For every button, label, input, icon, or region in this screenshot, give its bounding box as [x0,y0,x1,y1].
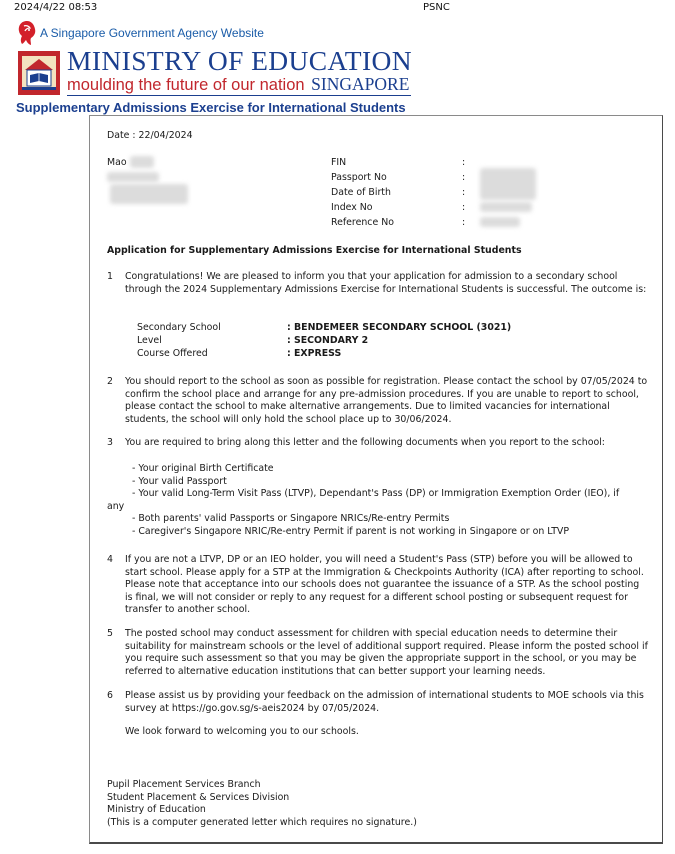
singapore-lion-icon [16,20,38,46]
field-passport-label: Passport No [331,172,387,183]
letter-date [107,130,193,143]
outcome-school-value: : BENDEMEER SECONDARY SCHOOL (3021) [287,322,512,333]
moe-tagline-text: moulding the future of our nation [67,76,305,94]
field-fin-sep: : [462,157,466,168]
document-item: - Both parents' valid Passports or Singapore NRICs/Re-entry Permits [132,513,450,525]
date-label: Date : [107,130,136,141]
letter-frame [89,115,663,844]
signoff-line: Student Placement & Services Division [107,791,290,803]
document-item: - Caregiver's Singapore NRIC/Re-entry Permit if parent is not working in Singapore or on LTVP [132,525,570,537]
gov-banner-text: A Singapore Government Agency Website [40,26,264,40]
field-reference-sep: : [462,217,466,228]
paragraph-2-text: You should report to the school as soon as possible for registration. Please contact the school by 07/05/2024 to confirm the school place and arrange for any pre-admission procedures. If you are unable to report to school, please contact the school to make alternative arrangements. Due to limited vacancies for international students, the school will only hold the school place up to 30/06/2024. [125,376,648,425]
page-heading: Supplementary Admissions Exercise for International Students [16,100,406,115]
paragraph-6-text: Please assist us by providing your feedback on the admission of international students to MOE schools via this survey at https://go.gov.sg/s-aeis2024 by 07/05/2024. [125,690,644,714]
document-item: any [107,500,125,512]
paragraph-2-number: 2 [107,376,113,387]
paragraph-3-number: 3 [107,437,113,448]
field-index-label: Index No [331,202,373,213]
moe-crest-icon [17,50,61,96]
paragraph-4-number: 4 [107,554,113,565]
signoff-block [107,779,417,829]
redacted-address-block [110,184,188,204]
signoff-line: (This is a computer generated letter which requires no signature.) [107,816,417,828]
paragraph-6-number: 6 [107,690,113,701]
outcome-school-label: Secondary School [137,322,221,333]
field-passport-sep: : [462,172,466,183]
moe-title: MINISTRY OF EDUCATION [67,45,413,76]
moe-divider [67,95,411,96]
paragraph-1-text: Congratulations! We are pleased to inform you that your application for admission to a secondary school through the 2024 Supplementary Admissions Exercise for International Students is successful. The outcome is: [125,271,647,295]
paragraph-5-text: The posted school may conduct assessment for children with special education needs to determine their suitability for mainstream schools or the level of additional support required. Please inform the posted school if you require such assessment so that you may be given the appropriate support in the school, or you may be referred to alternative education institutions that can better support your learning needs. [125,628,648,677]
paragraph-4-text: If you are not a LTVP, DP or an IEO holder, you will need a Student's Pass (STP) before you will be allowed to start school. Please apply for a STP at the Immigration & Checkpoints Authority (ICA) after reporting to school. Please note that acceptance into our schools does not guarantee the issuance of a STP. As the school posting is final, we will not consider or reply to any request for a different school posting or subsequent request for transfer to another school. [125,554,644,616]
print-datetime: 2024/4/22 08:53 [14,2,98,13]
redacted-reference-value [480,217,520,227]
date-value: 22/04/2024 [138,130,193,141]
field-dob-sep: : [462,187,466,198]
field-index-sep: : [462,202,466,213]
document-list [107,463,619,539]
moe-country: SINGAPORE [311,74,410,94]
field-reference-label: Reference No [331,217,394,228]
recipient-name: Mao [107,157,127,168]
gov-banner [16,18,264,48]
outcome-course-value: : EXPRESS [287,348,342,359]
outcome-level-label: Level [137,335,162,346]
letter-subject: Application for Supplementary Admissions Exercise for International Students [107,245,522,256]
document-item: - Your valid Long-Term Visit Pass (LTVP), Dependant's Pass (DP) or Immigration Exemption Order (IEO), if [132,488,620,500]
print-page-title: PSNC [423,2,450,13]
redacted-address-line [107,172,159,182]
redacted-name [130,156,154,168]
field-fin-label: FIN [331,157,347,168]
outcome-level-value: : SECONDARY 2 [287,335,369,346]
signoff-line: Pupil Placement Services Branch [107,779,261,790]
closing-line: We look forward to welcoming you to our schools. [125,726,359,737]
document-item: - Your valid Passport [132,475,227,487]
redacted-field-values [480,168,536,200]
signoff-line: Ministry of Education [107,804,206,816]
redacted-index-value [480,202,532,212]
outcome-course-label: Course Offered [137,348,208,359]
field-dob-label: Date of Birth [331,187,391,198]
paragraph-3-text: You are required to bring along this letter and the following documents when you report to the school: [125,437,605,448]
moe-tagline [67,74,409,95]
document-item: - Your original Birth Certificate [132,463,274,474]
paragraph-5-number: 5 [107,628,113,639]
paragraph-1-number: 1 [107,271,113,282]
